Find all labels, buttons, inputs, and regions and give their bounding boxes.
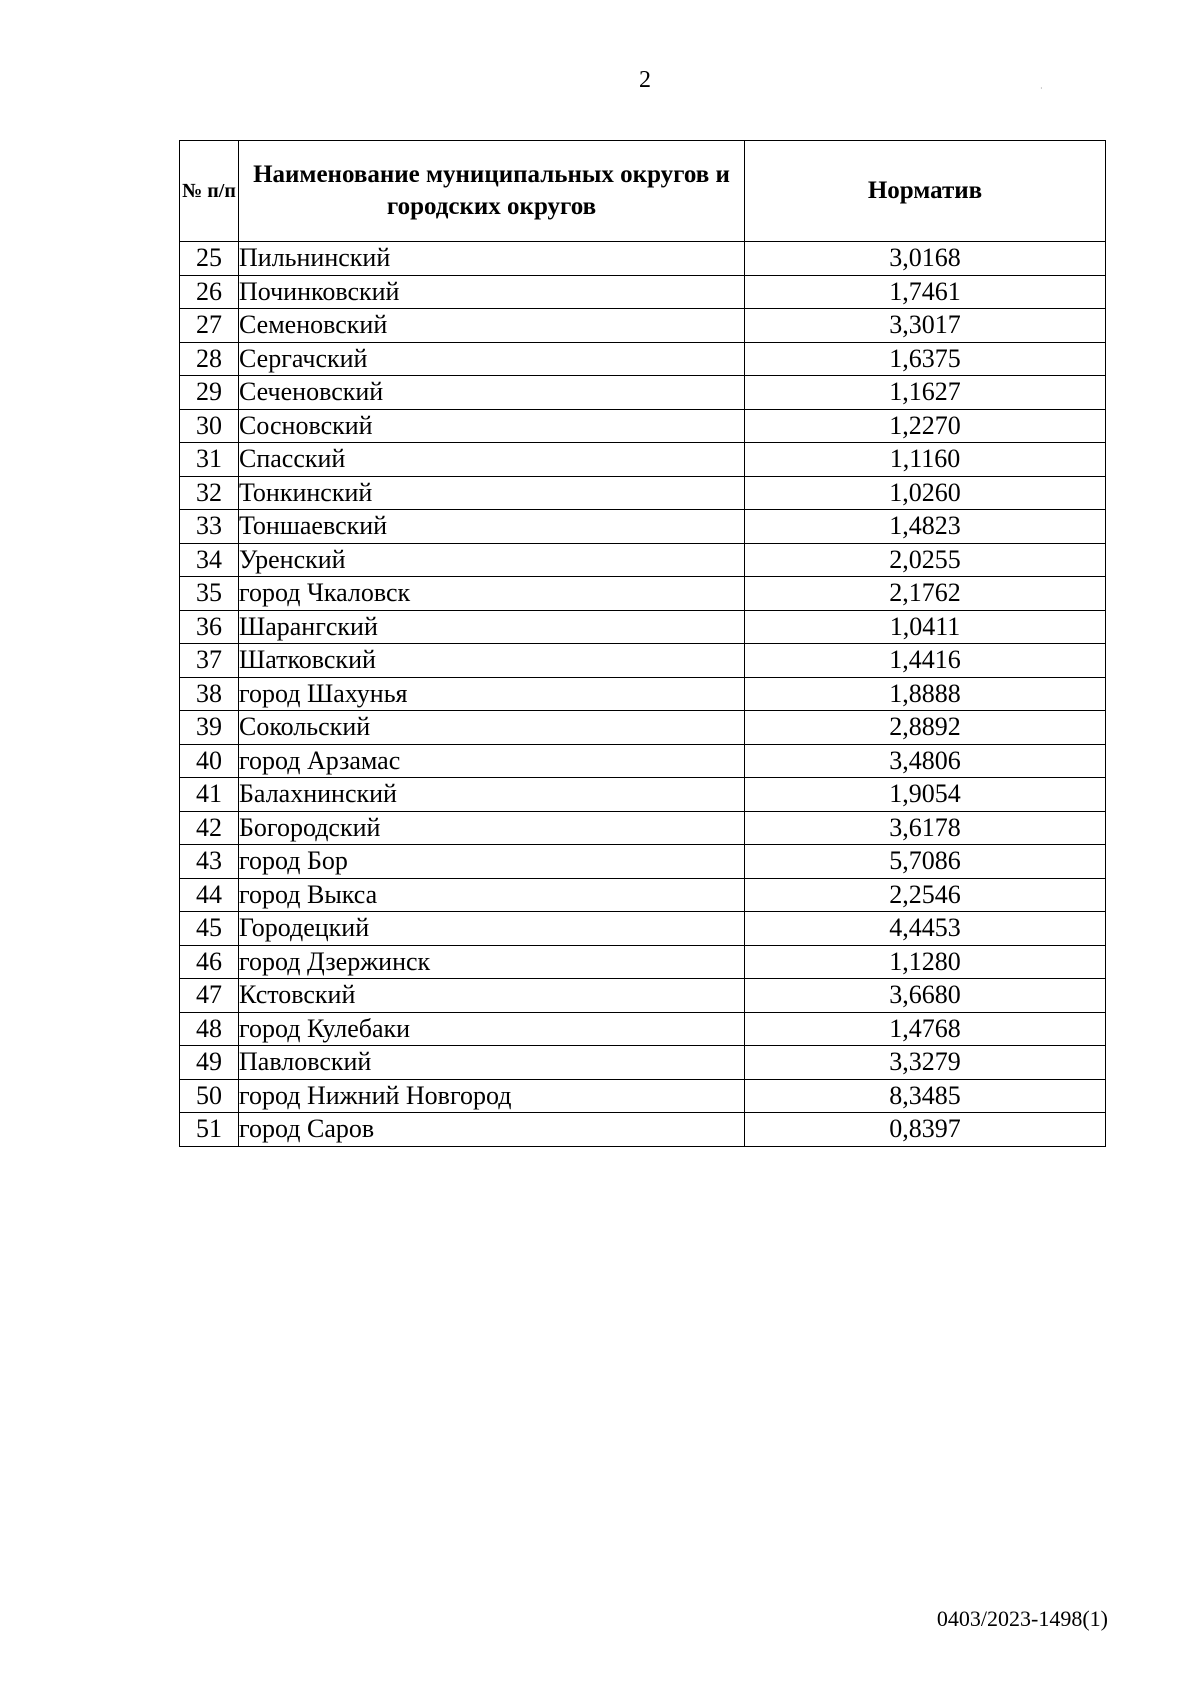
row-norm: 1,1627 bbox=[745, 376, 1106, 410]
header-name: Наименование муниципальных округов и городских округов bbox=[239, 141, 745, 242]
row-name: Сергачский bbox=[239, 342, 745, 376]
row-name: Шарангский bbox=[239, 610, 745, 644]
table-row bbox=[180, 242, 1106, 276]
row-number: 25 bbox=[180, 242, 239, 276]
table-row bbox=[180, 878, 1106, 912]
table-row bbox=[180, 979, 1106, 1013]
row-norm: 1,9054 bbox=[745, 778, 1106, 812]
row-norm: 3,6680 bbox=[745, 979, 1106, 1013]
row-number: 27 bbox=[180, 309, 239, 343]
row-name: Спасский bbox=[239, 443, 745, 477]
row-name: Богородский bbox=[239, 811, 745, 845]
row-name: Сосновский bbox=[239, 409, 745, 443]
row-name: Тонкинский bbox=[239, 476, 745, 510]
row-norm: 1,6375 bbox=[745, 342, 1106, 376]
row-name: город Нижний Новгород bbox=[239, 1079, 745, 1113]
row-norm: 1,1280 bbox=[745, 945, 1106, 979]
row-name: город Дзержинск bbox=[239, 945, 745, 979]
table-row bbox=[180, 476, 1106, 510]
header-num: № п/п bbox=[180, 141, 239, 242]
row-norm: 1,0411 bbox=[745, 610, 1106, 644]
row-number: 35 bbox=[180, 577, 239, 611]
row-norm: 2,8892 bbox=[745, 711, 1106, 745]
row-number: 47 bbox=[180, 979, 239, 1013]
table-row bbox=[180, 1113, 1106, 1147]
table-header bbox=[180, 141, 1106, 242]
table-row bbox=[180, 309, 1106, 343]
row-norm: 4,4453 bbox=[745, 912, 1106, 946]
row-name: Сеченовский bbox=[239, 376, 745, 410]
row-number: 42 bbox=[180, 811, 239, 845]
page-number: 2 bbox=[639, 67, 651, 93]
row-norm: 8,3485 bbox=[745, 1079, 1106, 1113]
table-row bbox=[180, 1046, 1106, 1080]
row-number: 46 bbox=[180, 945, 239, 979]
header-norm: Норматив bbox=[745, 141, 1106, 242]
row-norm: 5,7086 bbox=[745, 845, 1106, 879]
row-name: город Арзамас bbox=[239, 744, 745, 778]
row-number: 38 bbox=[180, 677, 239, 711]
table-row bbox=[180, 443, 1106, 477]
row-norm: 3,6178 bbox=[745, 811, 1106, 845]
row-norm: 0,8397 bbox=[745, 1113, 1106, 1147]
table-row bbox=[180, 912, 1106, 946]
table-row bbox=[180, 1012, 1106, 1046]
row-norm: 2,2546 bbox=[745, 878, 1106, 912]
row-name: город Кулебаки bbox=[239, 1012, 745, 1046]
document-code: 0403/2023-1498(1) bbox=[936, 1606, 1108, 1631]
row-number: 39 bbox=[180, 711, 239, 745]
row-number: 30 bbox=[180, 409, 239, 443]
table-row bbox=[180, 677, 1106, 711]
row-name: Городецкий bbox=[239, 912, 745, 946]
row-name: город Бор bbox=[239, 845, 745, 879]
norm-table bbox=[179, 140, 1106, 1147]
row-number: 26 bbox=[180, 275, 239, 309]
row-norm: 1,1160 bbox=[745, 443, 1106, 477]
row-name: город Саров bbox=[239, 1113, 745, 1147]
table-row bbox=[180, 778, 1106, 812]
row-name: Уренский bbox=[239, 543, 745, 577]
row-number: 32 bbox=[180, 476, 239, 510]
header-row bbox=[180, 141, 1106, 242]
row-norm: 1,4823 bbox=[745, 510, 1106, 544]
row-norm: 3,0168 bbox=[745, 242, 1106, 276]
row-norm: 1,8888 bbox=[745, 677, 1106, 711]
row-norm: 1,2270 bbox=[745, 409, 1106, 443]
row-norm: 1,0260 bbox=[745, 476, 1106, 510]
row-name: город Чкаловск bbox=[239, 577, 745, 611]
table-row bbox=[180, 610, 1106, 644]
row-number: 28 bbox=[180, 342, 239, 376]
row-number: 45 bbox=[180, 912, 239, 946]
table-row bbox=[180, 342, 1106, 376]
table-row bbox=[180, 744, 1106, 778]
table-row bbox=[180, 409, 1106, 443]
table-row bbox=[180, 577, 1106, 611]
scan-speck: · bbox=[1040, 84, 1043, 93]
row-name: Сокольский bbox=[239, 711, 745, 745]
row-name: Кстовский bbox=[239, 979, 745, 1013]
row-norm: 1,4416 bbox=[745, 644, 1106, 678]
row-name: Балахнинский bbox=[239, 778, 745, 812]
row-norm: 3,3279 bbox=[745, 1046, 1106, 1080]
row-norm: 2,1762 bbox=[745, 577, 1106, 611]
row-number: 41 bbox=[180, 778, 239, 812]
row-number: 33 bbox=[180, 510, 239, 544]
row-norm: 1,7461 bbox=[745, 275, 1106, 309]
table-row bbox=[180, 644, 1106, 678]
row-name: Тоншаевский bbox=[239, 510, 745, 544]
row-number: 40 bbox=[180, 744, 239, 778]
row-number: 44 bbox=[180, 878, 239, 912]
table-row bbox=[180, 1079, 1106, 1113]
row-name: Павловский bbox=[239, 1046, 745, 1080]
row-norm: 3,4806 bbox=[745, 744, 1106, 778]
row-name: Шатковский bbox=[239, 644, 745, 678]
row-norm: 2,0255 bbox=[745, 543, 1106, 577]
table-row bbox=[180, 543, 1106, 577]
row-number: 48 bbox=[180, 1012, 239, 1046]
row-number: 37 bbox=[180, 644, 239, 678]
table-row bbox=[180, 275, 1106, 309]
row-name: город Шахунья bbox=[239, 677, 745, 711]
row-norm: 1,4768 bbox=[745, 1012, 1106, 1046]
row-number: 29 bbox=[180, 376, 239, 410]
row-number: 31 bbox=[180, 443, 239, 477]
row-name: Пильнинский bbox=[239, 242, 745, 276]
row-name: Семеновский bbox=[239, 309, 745, 343]
row-number: 34 bbox=[180, 543, 239, 577]
row-number: 50 bbox=[180, 1079, 239, 1113]
table-row bbox=[180, 510, 1106, 544]
table-row bbox=[180, 845, 1106, 879]
table-row bbox=[180, 376, 1106, 410]
row-number: 36 bbox=[180, 610, 239, 644]
row-norm: 3,3017 bbox=[745, 309, 1106, 343]
row-name: город Выкса bbox=[239, 878, 745, 912]
table-row bbox=[180, 945, 1106, 979]
row-number: 49 bbox=[180, 1046, 239, 1080]
row-number: 51 bbox=[180, 1113, 239, 1147]
row-name: Починковский bbox=[239, 275, 745, 309]
table-row bbox=[180, 711, 1106, 745]
table-row bbox=[180, 811, 1106, 845]
table-body bbox=[180, 242, 1106, 1147]
row-number: 43 bbox=[180, 845, 239, 879]
